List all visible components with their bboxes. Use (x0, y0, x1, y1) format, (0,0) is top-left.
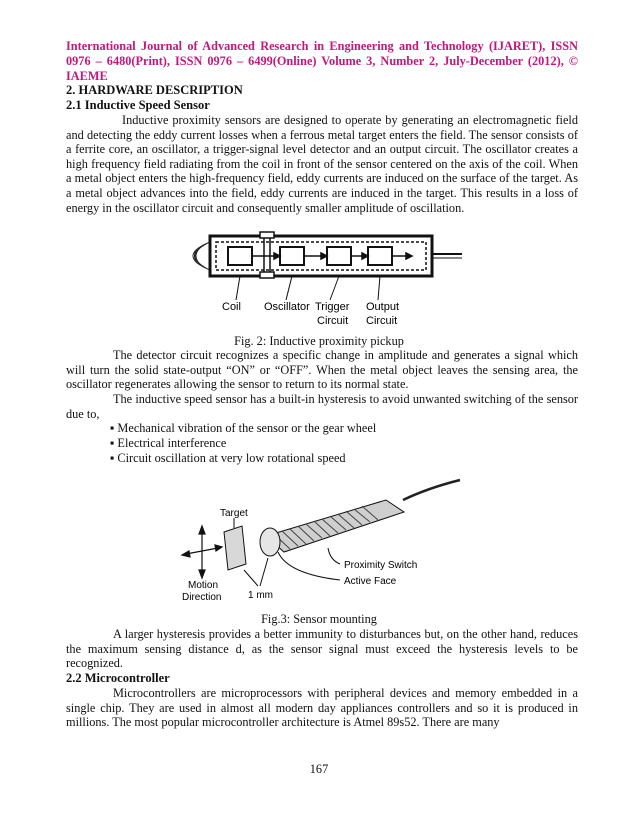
bullet-item: ▪ Mechanical vibration of the sensor or the gear wheel (110, 421, 377, 435)
bullet-item: ▪ Electrical interference (110, 436, 227, 450)
active-face (260, 528, 280, 556)
label-trigger: Trigger (315, 301, 350, 313)
target-plate (224, 526, 246, 570)
label-output-circuit: Circuit (366, 315, 398, 327)
label-trigger-circuit: Circuit (317, 315, 349, 327)
label-proximity-switch: Proximity Switch (344, 560, 418, 571)
label-direction: Direction (182, 592, 222, 603)
oscillator-block (280, 247, 304, 265)
motion-arrows (182, 526, 222, 578)
label-target: Target (220, 508, 248, 519)
trigger-block (327, 247, 351, 265)
section-heading: 2. HARDWARE DESCRIPTION (66, 83, 243, 97)
paragraph-larger-hysteresis: A larger hysteresis provides a better immunity to disturbances but, on the other hand, reduces the maximum sensing distance d, as the sensor signal must exceed the hysteresis levels to be recognized. (66, 627, 578, 671)
label-active-face: Active Face (344, 576, 397, 587)
label-oscillator: Oscillator (264, 301, 310, 313)
output-block (368, 247, 392, 265)
field-arcs (193, 242, 210, 270)
label-output: Output (366, 301, 400, 313)
journal-header: International Journal of Advanced Research in Engineering and Technology (IJARET), ISSN 0976 – 6480(Print), ISSN 0976 – 6499(Online) Volume 3, Number 2, July-December (2012), © IAEME (66, 39, 578, 83)
paragraph-detector: The detector circuit recognizes a specific change in amplitude and generates a signal which will turn the solid state-output “ON” or “OFF”. When the metal object leaves the sensing area, the oscillator regenerates allowing the sensor to return to its normal state. (66, 348, 578, 392)
page-number: 167 (309, 762, 329, 776)
figure-sensor-mounting (178, 478, 478, 606)
coil-block (228, 247, 252, 265)
figure-inductive-proximity-pickup (170, 228, 470, 332)
paragraph-inductive-sensor: Inductive proximity sensors are designed to operate by generating an electromagnetic field and detecting the eddy current losses when a ferrous metal target enters the field. The sensor consists of a ferrite core, an oscillator, a trigger-signal level detector and an output circuit. The oscillator creates a high frequency field radiating from the coil in front of the sensor centered on the axis of the coil. When a metal object enters the high-frequency field, eddy currents are induced on the surface of the target. As a metal object advances into the field, eddy currents are induced in the target. This results in a loss of energy in the oscillator circuit and consequently smaller amplitude of oscillation. (66, 113, 578, 215)
label-coil: Coil (222, 301, 241, 313)
subsection-heading-2-2: 2.2 Microcontroller (66, 671, 170, 685)
proximity-switch (260, 500, 404, 556)
fig3-caption: Fig.3: Sensor mounting (261, 612, 377, 626)
label-motion: Motion (188, 580, 219, 591)
bullet-item: ▪ Circuit oscillation at very low rotational speed (110, 451, 346, 465)
paragraph-hysteresis: The inductive speed sensor has a built-in hysteresis to avoid unwanted switching of the sensor due to, (66, 392, 578, 421)
subsection-heading-2-1: 2.1 Inductive Speed Sensor (66, 98, 210, 112)
paragraph-microcontroller: Microcontrollers are microprocessors with peripheral devices and memory embedded in a single chip. They are used in almost all modern day appliances controllers and so it is produced in millions. The most popular microcontroller architecture is Atmel 89s52. There are many (66, 686, 578, 730)
label-gap: 1 mm (248, 590, 273, 601)
fig2-caption: Fig. 2: Inductive proximity pickup (234, 334, 404, 348)
